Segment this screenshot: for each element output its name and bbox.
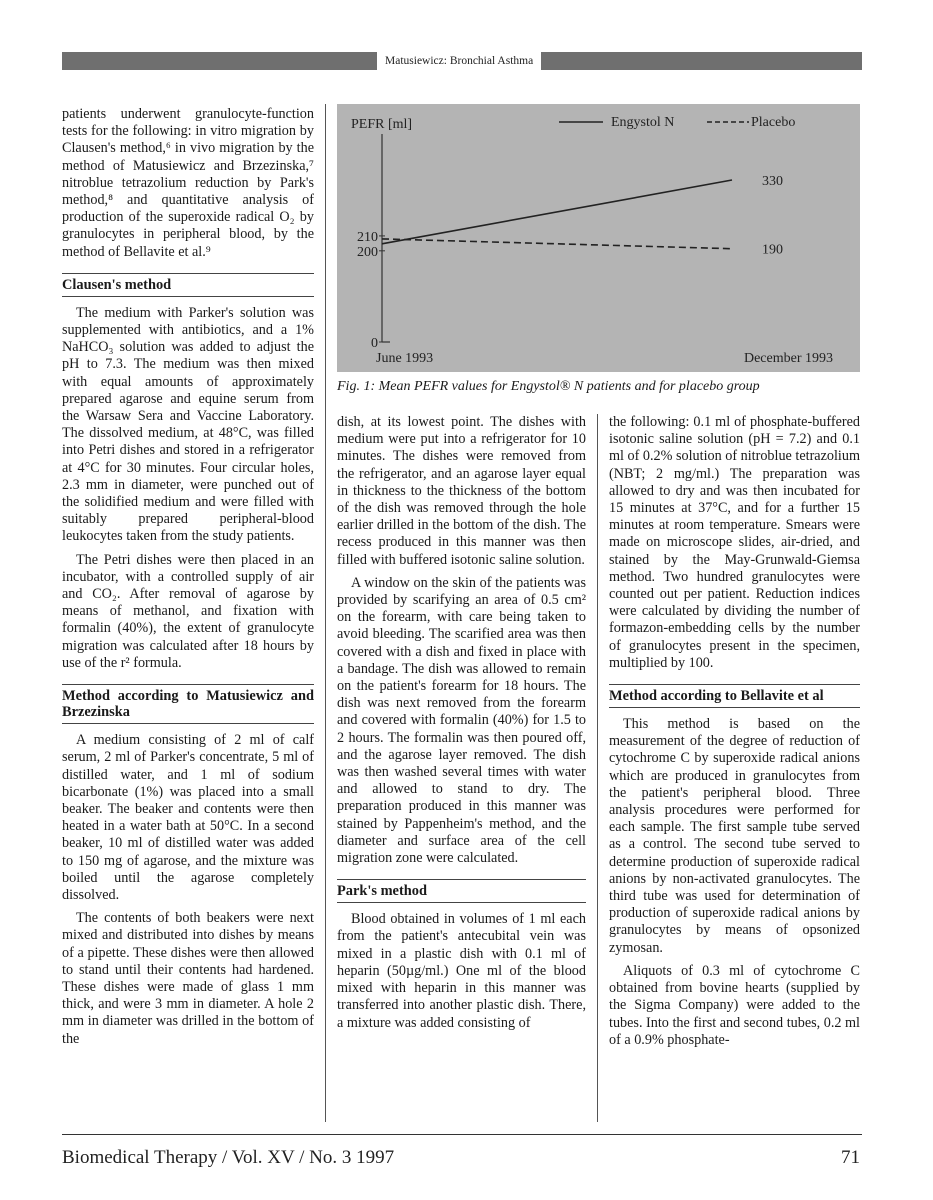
paragraph: A window on the skin of the patients was provided by scarifying an area of 0.5 cm² on the forearm, with care being taken to avoid bleeding. The scarified area was then covered with a dish and fixed in place with a bandage. The dish was allowed to remain on the patient's forearm for 18 hours. The dish was next removed from the forearm and covered with formalin (40%) for 1.5 to 2 hours. The formalin was then poured off, and the agarose layer removed. The dish was then washed several times with water and allowed to stand to dry. The preparation produced in this manner was stained by Pappenheim's method, and the diameter and surface area of the cell migration zone were calculated.	[337, 574, 586, 867]
y-tick-label: 210	[357, 229, 378, 245]
column-1	[62, 106, 314, 1054]
running-title: Matusiewicz: Bronchial Asthma	[377, 52, 541, 70]
paragraph: The contents of both beakers were next mixed and distributed into dishes by means of a pipette. These dishes were then allowed to stand until their contents had hardened. These dishes were made of glass 1 mm thick, and were 3 mm in diameter. A hole 2 mm in diameter was drilled in the bottom of the	[62, 910, 314, 1047]
section-heading: Method according to Matusiewicz and Brzezinska	[62, 684, 314, 724]
paragraph: This method is based on the measurement of the degree of reduction of cytochrome C by superoxide radical anions which are produced in granulocytes from the patient's peripheral blood. Three analysis procedures were performed for each sample. The first sample tube served as a control. The second tube served to determine production of superoxide radical anions by non-activated granulocytes. The third tube was used for determination of production of superoxide radical anions by granulocytes by means of opsonized zymosan.	[609, 716, 860, 956]
journal-citation: Biomedical Therapy / Vol. XV / No. 3 1997	[62, 1147, 395, 1168]
section-heading: Park's method	[337, 879, 586, 903]
paragraph: A medium consisting of 2 ml of calf serum, 2 ml of Parker's concentrate, 5 ml of distilled water, and 1 ml of sodium bicarbonate (1%) was placed into a small beaker. The beaker and contents were then heated in a water bath at 50°C. In a second beaker, 10 ml of distilled water was added to 150 mg of agarose, and the mixture was boiled until the agarose completely dissolved.	[62, 732, 314, 903]
legend-label-engystol: Engystol N	[611, 115, 675, 130]
section-heading: Clausen's method	[62, 273, 314, 297]
y-tick-label: 0	[371, 336, 378, 351]
paragraph: The Petri dishes were then placed in an incubator, with a controlled supply of air and CO₂. After removal of agarose by means of methanol, and fixation with formalin (40%), the extent of granulocyte migration was calculated after 18 hours by use of the r² formula.	[62, 551, 314, 671]
column-divider	[597, 414, 598, 1122]
column-divider	[325, 104, 326, 1122]
paragraph: the following: 0.1 ml of phosphate-buffered isotonic saline solution (pH = 7.2) and 0.1 ml of 0.2% solution of nitroblue tetrazolium (NBT; 2 mg/ml.) The preparation was allowed to dry and was then incubated for 15 minutes at 37°C, and for a further 15 minutes at room temperature. Smears were made on microscope slides, air-dried, and stained by the May-Grunwald-Giemsa method. Two hundred granulocytes were counted out per patient. Reduction indices were calculated by dividing the number of formazon-embedding cells by the number of granulocytes present in the specimen, multiplied by 100.	[609, 414, 860, 671]
section-heading: Method according to Bellavite et al	[609, 684, 860, 708]
line-chart	[337, 104, 860, 372]
x-tick-label: December 1993	[743, 351, 833, 366]
footer-rule	[62, 1134, 862, 1135]
figure-chart	[337, 104, 860, 372]
paragraph: Aliquots of 0.3 ml of cytochrome C obtained from bovine hearts (supplied by the Sigma Company) were added to the tubes. Into the first and second tubes, 0.2 ml of a 0.9% phosphate-	[609, 962, 860, 1048]
series-end-label: 330	[762, 174, 783, 189]
y-tick-label: 200	[357, 244, 378, 260]
column-2	[337, 414, 586, 1038]
paragraph: Blood obtained in volumes of 1 ml each from the patient's antecubital vein was mixed in a plastic dish with 0.1 ml of heparin (50µg/ml.) One ml of the blood mixed with heparin in this manner was transferred into another plastic dish. There, a mixture was added consisting of	[337, 911, 586, 1031]
paragraph: dish, at its lowest point. The dishes with medium were put into a refrigerator for 10 minutes. The dishes were removed from the refrigerator, and an agarose layer equal in thickness to the thickness of the bottom of the dish was removed through the hole earlier drilled in the bottom of the dish. The recess produced in this manner was then filled with buffered isotonic saline solution.	[337, 414, 586, 568]
paragraph: patients underwent granulocyte-function tests for the following: in vitro migration by Clausen's method,⁶ in vivo migration by the method of Matusiewicz and Brzezinska,⁷ nitroblue tetrazolium reduction by Park's method,⁸ and quantitative analysis of production of the superoxide radical O₂ by granulocytes in peripheral blood, by the method of Bellavite et al.⁹	[62, 106, 314, 260]
x-tick-label: June 1993	[376, 351, 434, 366]
column-3	[609, 414, 860, 1055]
series-line-engystol	[382, 180, 732, 244]
paragraph: The medium with Parker's solution was supplemented with antibiotics, and a 1% NaHCO₃ solution was added to adjust the pH to 7.3. The medium was then mixed with equal amounts of approximately prepared agarose and equine serum from the Warsaw Sera and Vaccine Laboratory. The dissolved medium, at 48°C, was filled into Petri dishes and stored in a refrigerator at 4°C for 30 minutes. Four circular holes, 2.3 mm in diameter, were punched out of the solidified medium and were filled with suitably prepared peripheral-blood leukocytes taken from the study patients.	[62, 304, 314, 545]
page-number: 71	[841, 1147, 860, 1168]
series-end-label: 190	[762, 242, 783, 258]
figure-caption: Fig. 1: Mean PEFR values for Engystol® N patients and for placebo group	[337, 379, 760, 394]
y-axis-label: PEFR [ml]	[351, 117, 413, 132]
series-line-placebo	[382, 239, 732, 249]
legend-label-placebo: Placebo	[751, 115, 796, 130]
